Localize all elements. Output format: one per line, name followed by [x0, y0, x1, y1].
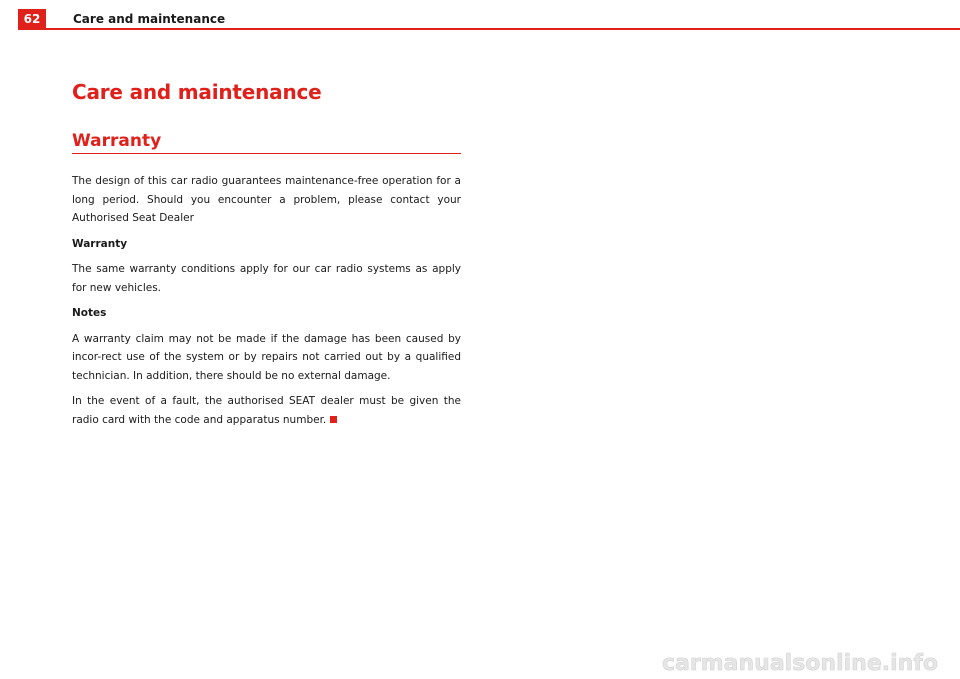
- section-rule: [72, 153, 461, 154]
- watermark-text: carmanualsonline.info: [662, 651, 938, 676]
- watermark-logo: [662, 648, 940, 678]
- fault-paragraph-text: In the event of a fault, the authorised SEAT dealer must be given the radio card with the code and apparatus number.: [72, 395, 461, 426]
- warranty-paragraph: The same warranty conditions apply for our car radio systems as apply for new vehicles.: [72, 263, 461, 294]
- header-rule: [18, 28, 960, 30]
- running-title: Care and maintenance: [73, 12, 226, 26]
- fault-paragraph: [72, 392, 461, 429]
- chapter-title: Care and maintenance: [72, 80, 322, 104]
- page-header: [0, 0, 960, 30]
- notes-subhead: Notes: [72, 307, 107, 319]
- notes-paragraph: A warranty claim may not be made if the damage has been caused by incor-rect use of the system or by repairs not carried out by a qualified technician. In addition, there should be no external damage.: [72, 332, 461, 382]
- page-number: 62: [18, 9, 46, 29]
- body-column: [72, 172, 461, 436]
- end-of-section-icon: [330, 416, 337, 423]
- warranty-subhead: Warranty: [72, 237, 128, 250]
- section-title: Warranty: [72, 131, 162, 151]
- intro-paragraph: The design of this car radio guarantees maintenance-free operation for a long period. Should you encounter a problem, please contact your Authorised Seat Dealer: [72, 175, 461, 224]
